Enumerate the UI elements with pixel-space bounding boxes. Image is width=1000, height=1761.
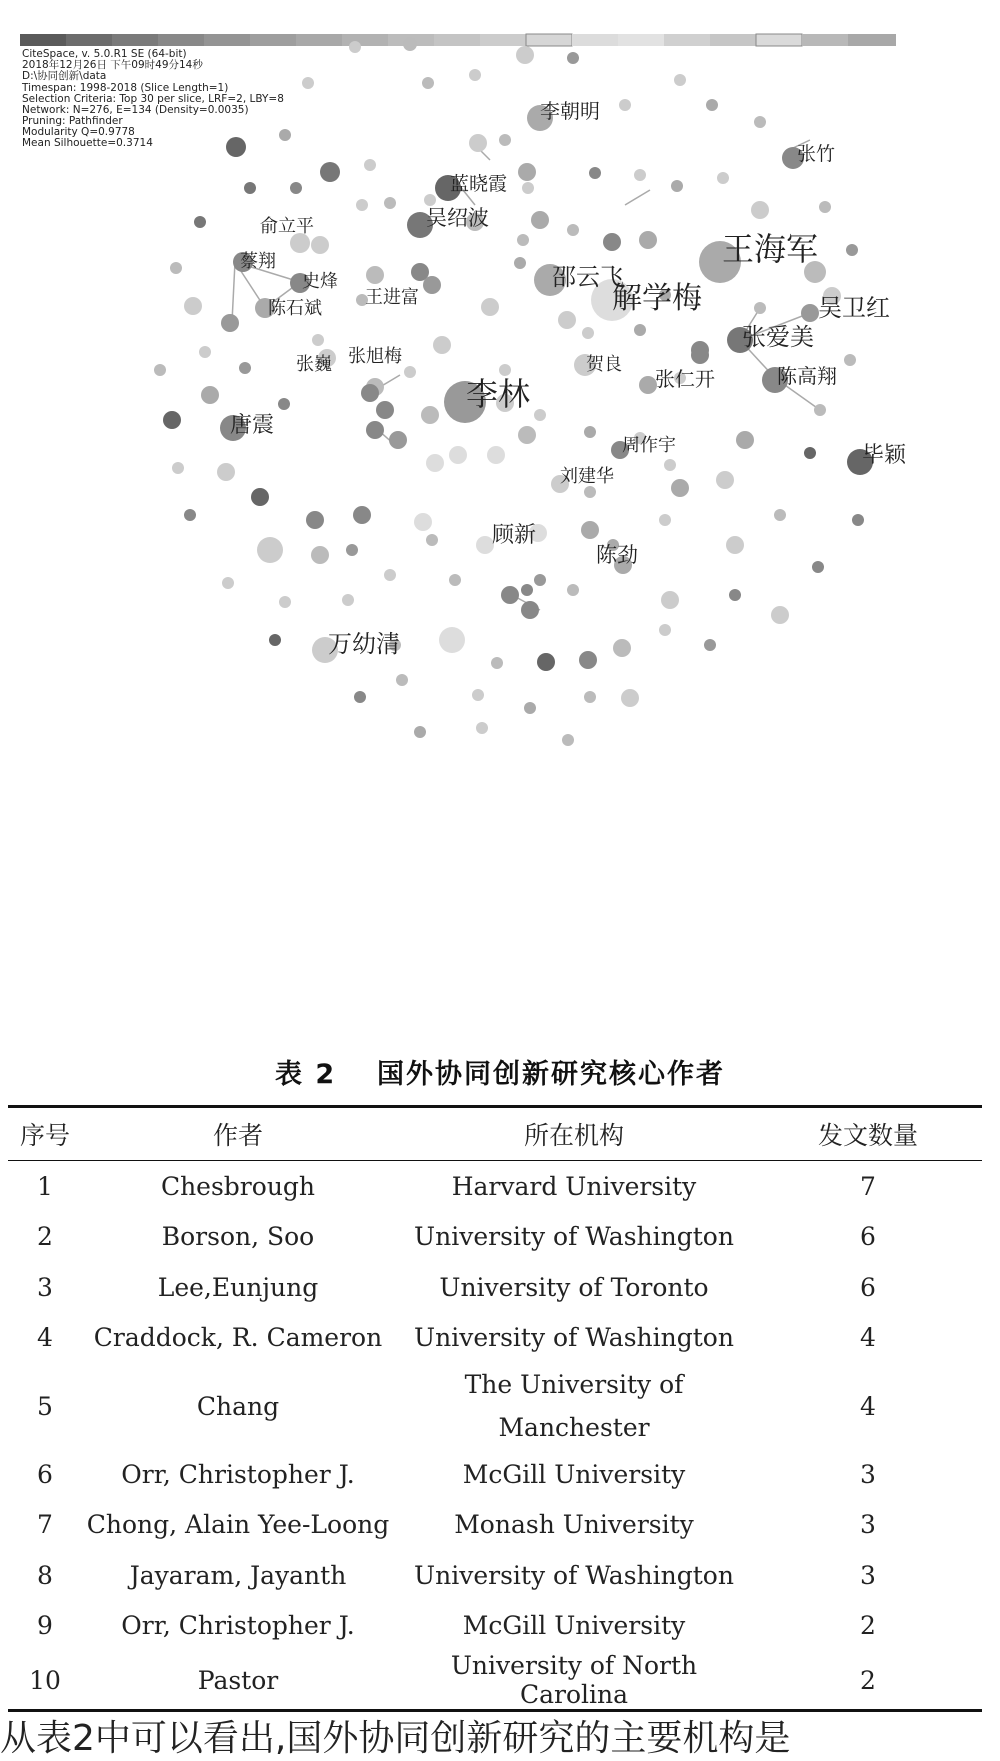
- cell-author: Orr, Christopher J.: [121, 1611, 355, 1641]
- cell-author: Lee,Eunjung: [157, 1272, 319, 1302]
- cell-count: 7: [860, 1171, 876, 1201]
- cell-count: 3: [860, 1459, 876, 1489]
- author-label: 解学梅: [612, 281, 702, 316]
- citespace-info: [21, 48, 284, 149]
- cell-index: 9: [37, 1611, 53, 1641]
- author-label: 史烽: [302, 271, 338, 292]
- table-row: [8, 1449, 982, 1500]
- author-label: 贺良: [586, 354, 622, 375]
- cell-author: Chong, Alain Yee-Loong: [86, 1510, 390, 1540]
- author-label: 陈劲: [596, 543, 638, 567]
- table-caption: [0, 1052, 1000, 1091]
- info-line: CiteSpace, v. 5.0.R1 SE (64-bit): [22, 48, 187, 60]
- cell-count: 4: [860, 1391, 876, 1421]
- author-label: 张仁开: [655, 367, 715, 391]
- cell-index: 4: [37, 1323, 53, 1353]
- cell-institution: University of North Carolina: [394, 1651, 754, 1711]
- author-label: 俞立平: [260, 216, 314, 237]
- author-label: 万幼清: [328, 630, 400, 658]
- coauthor-network-figure: [0, 0, 1000, 800]
- author-label: 陈石斌: [268, 298, 322, 319]
- body-paragraph-start: 从表2中可以看出,国外协同创新研究的主要机构是: [0, 1718, 791, 1759]
- table-row: [8, 1313, 982, 1364]
- info-line: D:\协同创新\data: [22, 70, 107, 82]
- info-line: 2018年12月26日 下午09时49分14秒: [22, 59, 203, 71]
- cell-index: 1: [37, 1171, 53, 1201]
- table-row: [8, 1262, 982, 1313]
- col-header-author: 作者: [82, 1107, 394, 1161]
- cell-index: 2: [37, 1222, 53, 1252]
- cell-institution: Monash University: [454, 1510, 694, 1540]
- info-line: Timespan: 1998-2018 (Slice Length=1): [22, 82, 229, 94]
- col-header-institution: 所在机构: [394, 1107, 754, 1161]
- cell-institution: [394, 1363, 754, 1449]
- author-label: 王进富: [365, 287, 419, 308]
- cell-author: Chesbrough: [160, 1171, 316, 1201]
- cell-index: 10: [8, 1651, 82, 1711]
- info-line: Network: N=276, E=134 (Density=0.0035): [22, 104, 249, 116]
- cell-institution: McGill University: [462, 1611, 686, 1641]
- cell-count: 3: [860, 1560, 876, 1590]
- cell-count: 2: [860, 1611, 876, 1641]
- cell-author: Chang: [196, 1391, 280, 1421]
- author-label: 陈高翔: [777, 364, 837, 388]
- cell-institution-line: Manchester: [498, 1413, 650, 1442]
- author-label: 吴绍波: [426, 206, 489, 230]
- cell-index: 3: [37, 1272, 53, 1302]
- author-label: 张巍: [296, 354, 332, 375]
- cell-author: Jayaram, Jayanth: [129, 1560, 347, 1590]
- cell-institution: Harvard University: [451, 1171, 697, 1201]
- cell-count: 3: [860, 1510, 876, 1540]
- cell-count: 4: [860, 1323, 876, 1353]
- author-label: 邵云飞: [552, 263, 624, 291]
- cell-count: 2: [754, 1651, 982, 1711]
- timeline-color-bar: [20, 34, 896, 46]
- author-label: 王海军: [722, 230, 819, 268]
- cell-institution: University of Washington: [414, 1323, 734, 1353]
- author-label: 周作宇: [622, 435, 676, 456]
- author-label: 蓝晓霞: [450, 173, 508, 195]
- col-header-index: 序号: [8, 1107, 82, 1161]
- author-labels: [230, 99, 907, 658]
- cell-author: Orr, Christopher J.: [121, 1459, 355, 1489]
- cell-institution: University of Washington: [414, 1560, 734, 1590]
- table-row: [8, 1161, 982, 1212]
- table-row: [8, 1651, 982, 1711]
- author-label: 顾新: [492, 523, 537, 548]
- cell-index: 7: [37, 1510, 53, 1540]
- table-title-text: 国外协同创新研究核心作者: [377, 1059, 725, 1090]
- cell-index: 6: [37, 1459, 53, 1489]
- cell-author: Craddock, R. Cameron: [93, 1323, 383, 1353]
- info-line: Pruning: Pathfinder: [22, 115, 123, 127]
- cell-index: 5: [37, 1391, 53, 1421]
- cell-institution: University of Washington: [414, 1222, 734, 1252]
- table-row: [8, 1500, 982, 1551]
- table-row: [8, 1363, 982, 1449]
- cell-author: Pastor: [82, 1651, 394, 1711]
- cell-count: 6: [860, 1272, 876, 1302]
- author-label: 蔡翔: [240, 251, 276, 272]
- cell-count: 6: [860, 1222, 876, 1252]
- table-row: [8, 1550, 982, 1601]
- core-authors-table: [8, 1105, 982, 1712]
- cell-institution: McGill University: [462, 1459, 686, 1489]
- cell-institution: University of Toronto: [439, 1272, 709, 1302]
- author-label: 唐震: [230, 413, 275, 438]
- author-label: 刘建华: [560, 466, 614, 487]
- info-line: Mean Silhouette=0.3714: [22, 137, 153, 149]
- table-number: 表 2: [275, 1059, 337, 1090]
- table-row: [8, 1601, 982, 1652]
- info-line: Modularity Q=0.9778: [22, 126, 135, 138]
- info-line: Selection Criteria: Top 30 per slice, LRF=2, LBY=8: [22, 93, 284, 105]
- author-label: 张爱美: [742, 323, 814, 351]
- table-row: [8, 1212, 982, 1263]
- author-label: 张竹: [797, 143, 836, 165]
- author-label: 毕颖: [862, 443, 907, 468]
- table-header-row: [8, 1107, 982, 1161]
- author-label: 李朝明: [540, 99, 600, 123]
- cell-author: Borson, Soo: [161, 1222, 315, 1252]
- col-header-count: 发文数量: [754, 1107, 982, 1161]
- author-label: 张旭梅: [348, 346, 402, 367]
- author-label: 李林: [466, 375, 531, 413]
- author-label: 吴卫红: [818, 294, 890, 322]
- cell-index: 8: [37, 1560, 53, 1590]
- cell-institution-line: The University of: [464, 1370, 684, 1399]
